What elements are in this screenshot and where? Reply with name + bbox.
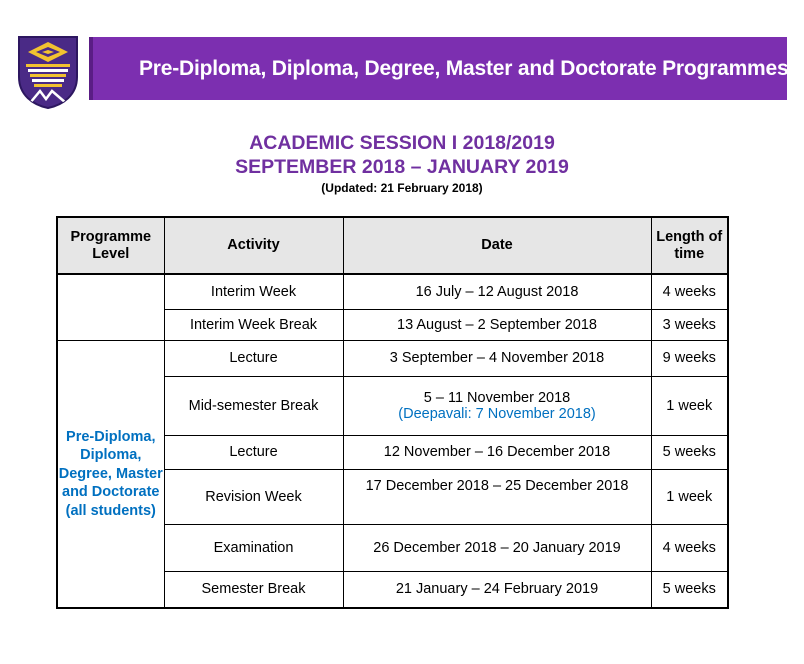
date-cell (343, 376, 651, 435)
updated-note: (Updated: 21 February 2018) (321, 181, 483, 195)
date-cell: 21 January – 24 February 2019 (343, 571, 651, 608)
activity-cell: Lecture (164, 340, 343, 376)
table-row (57, 340, 728, 376)
header-date: Date (343, 217, 651, 274)
activity-cell: Interim Week Break (164, 309, 343, 340)
header-activity: Activity (164, 217, 343, 274)
date-cell: 13 August – 2 September 2018 (343, 309, 651, 340)
length-cell: 3 weeks (651, 309, 728, 340)
activity-cell: Revision Week (164, 469, 343, 524)
programme-level-cell: Pre-Diploma, Diploma, Degree, Master and Doctorate (all students) (57, 340, 164, 608)
date-cell: 26 December 2018 – 20 January 2019 (343, 524, 651, 571)
university-crest-logo (16, 33, 80, 109)
academic-calendar-table (56, 216, 729, 609)
table-header-row (57, 217, 728, 274)
length-cell: 5 weeks (651, 571, 728, 608)
activity-cell: Lecture (164, 435, 343, 469)
activity-cell: Interim Week (164, 274, 343, 309)
title-banner (89, 37, 787, 100)
table-row (57, 274, 728, 309)
header-programme-level: Programme Level (57, 217, 164, 274)
length-cell: 4 weeks (651, 274, 728, 309)
length-cell: 1 week (651, 376, 728, 435)
activity-cell: Mid-semester Break (164, 376, 343, 435)
length-cell: 5 weeks (651, 435, 728, 469)
level-cell-empty (57, 274, 164, 340)
banner-title: Pre-Diploma, Diploma, Degree, Master and Doctorate Programmes (139, 57, 789, 80)
length-cell: 4 weeks (651, 524, 728, 571)
activity-cell: Semester Break (164, 571, 343, 608)
holiday-note: (Deepavali: 7 November 2018) (398, 405, 596, 422)
session-period: SEPTEMBER 2018 – JANUARY 2019 (235, 156, 569, 178)
length-cell: 9 weeks (651, 340, 728, 376)
activity-cell: Examination (164, 524, 343, 571)
date-text: 5 – 11 November 2018 (423, 389, 571, 406)
date-cell: 17 December 2018 – 25 December 2018 (343, 469, 651, 524)
date-cell: 3 September – 4 November 2018 (343, 340, 651, 376)
date-cell: 12 November – 16 December 2018 (343, 435, 651, 469)
length-cell: 1 week (651, 469, 728, 524)
session-title: ACADEMIC SESSION I 2018/2019 (249, 132, 555, 154)
date-cell: 16 July – 12 August 2018 (343, 274, 651, 309)
header-length: Length of time (651, 217, 728, 274)
